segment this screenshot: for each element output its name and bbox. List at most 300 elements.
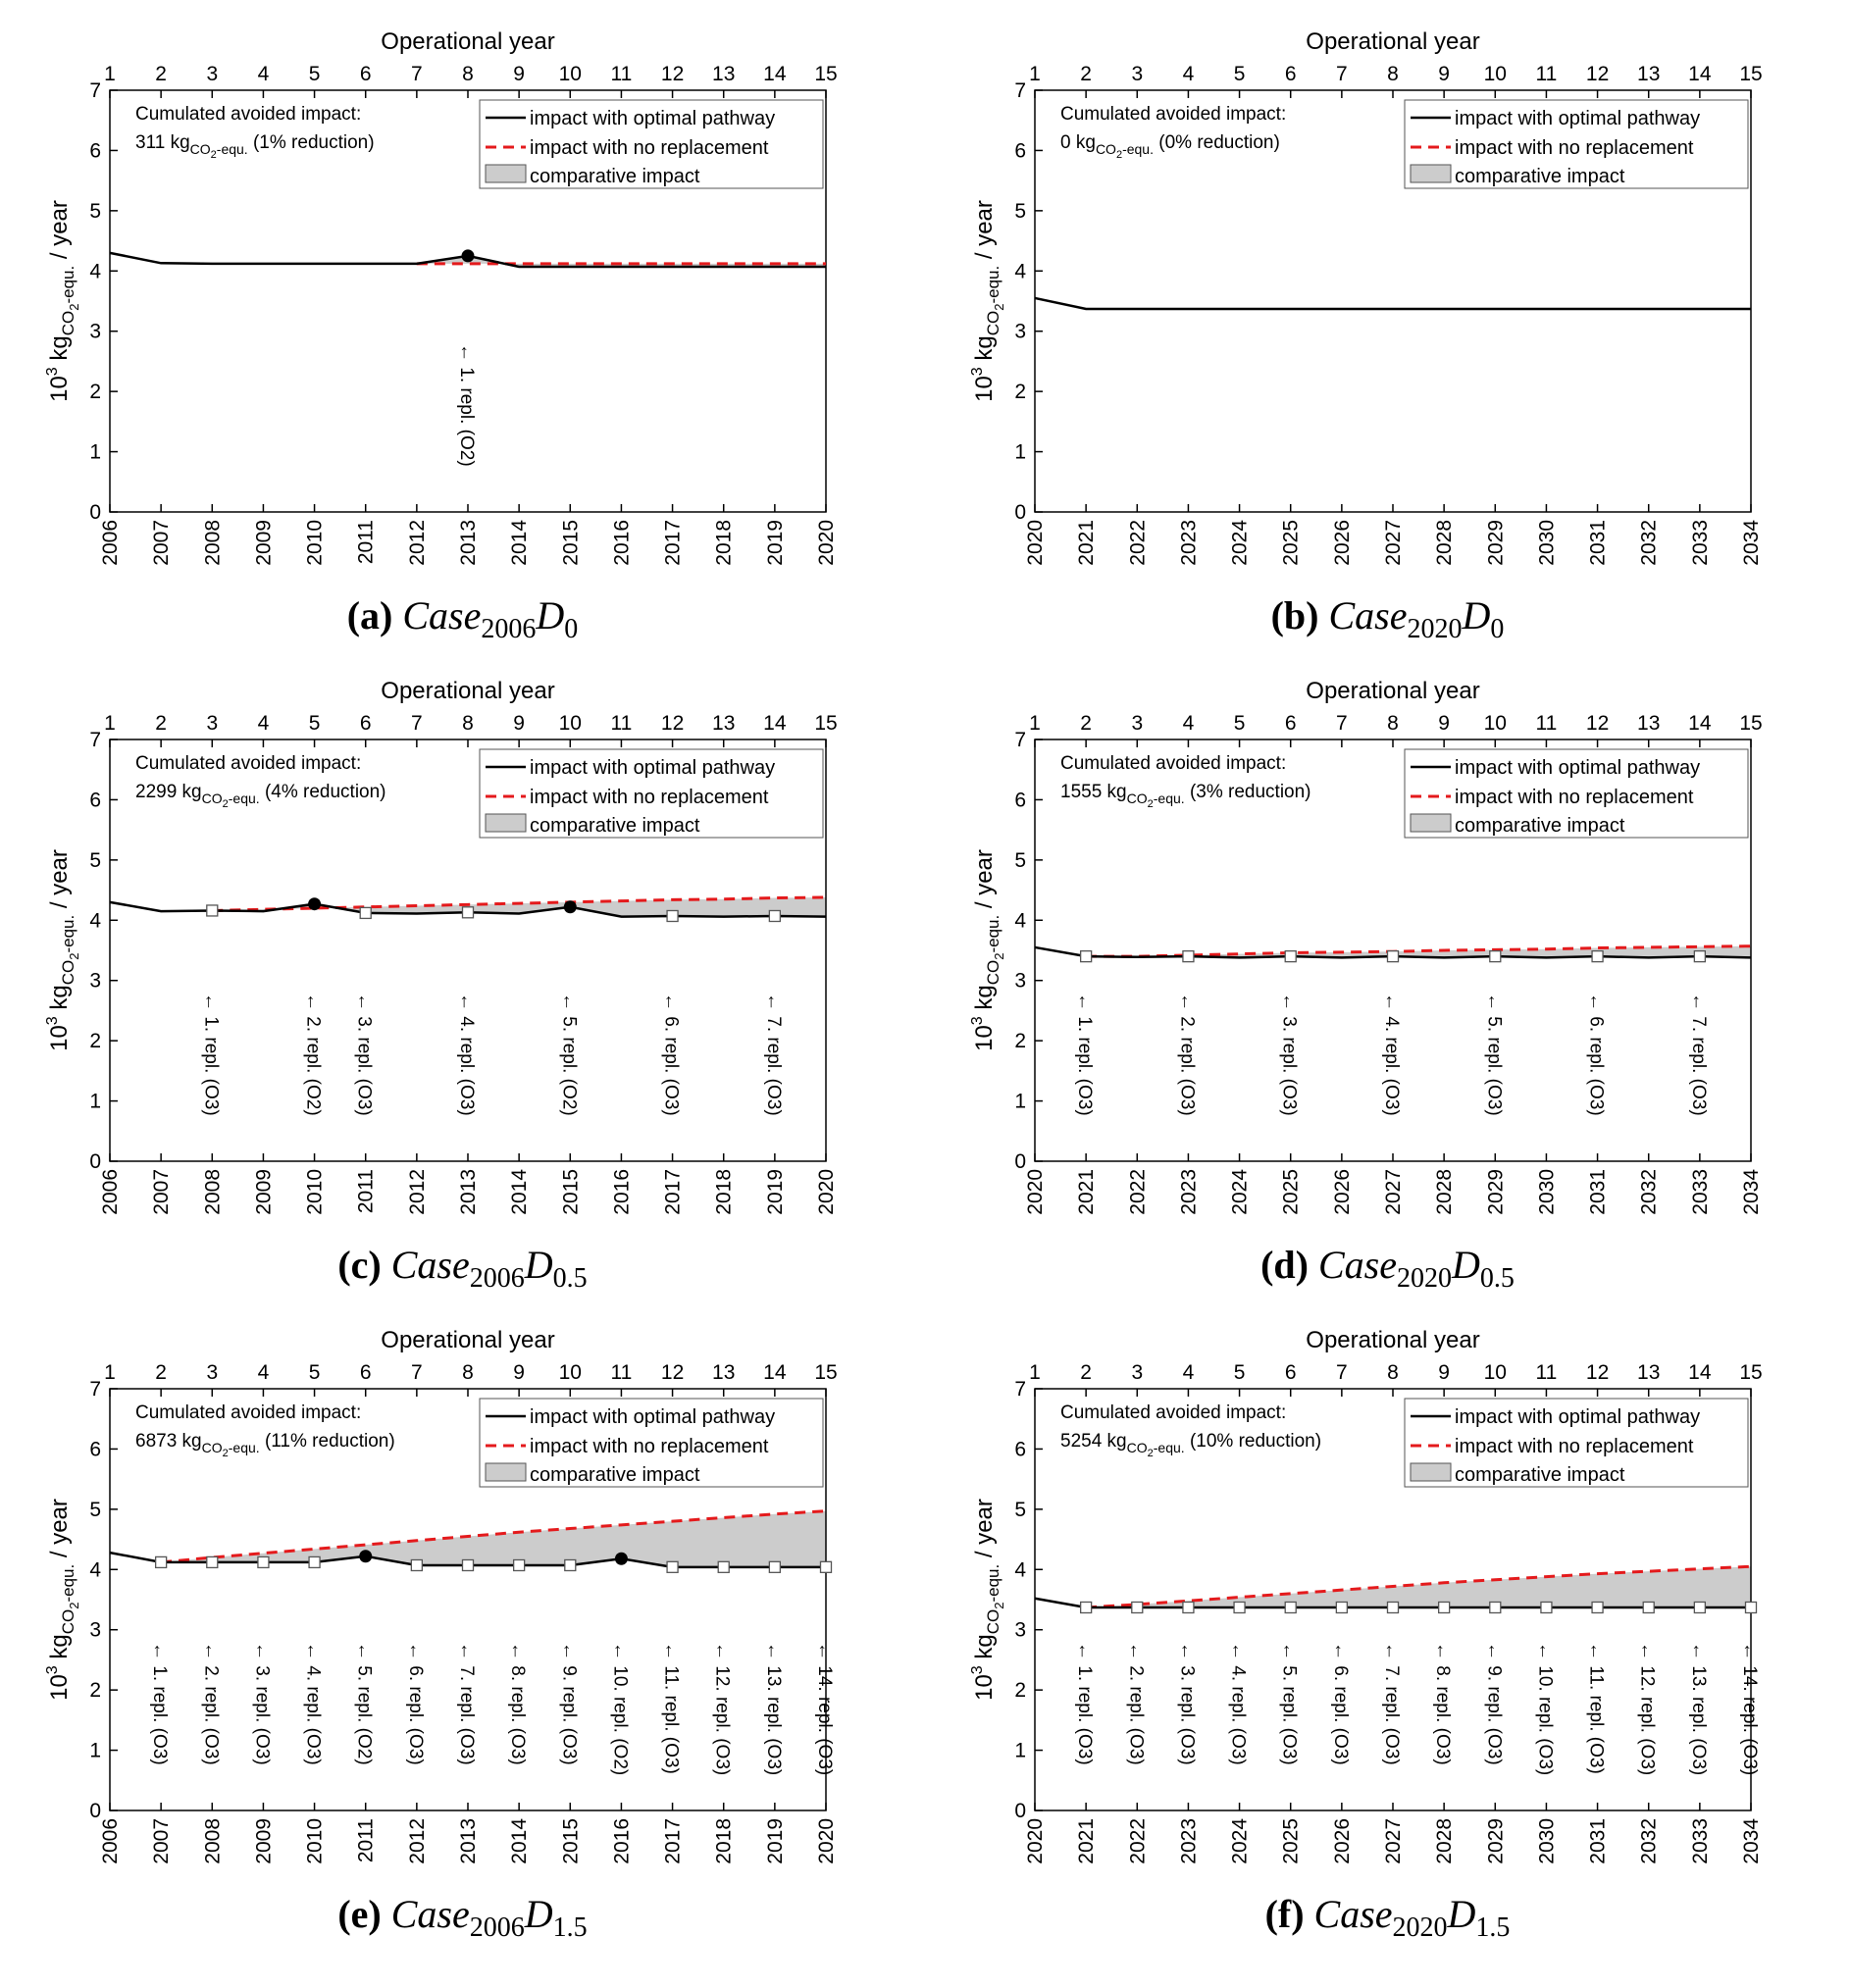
y-tick-label: 2 — [89, 381, 101, 404]
x-tick-label: 2032 — [1637, 1169, 1661, 1215]
y-tick-label: 1 — [1014, 440, 1026, 464]
replacement-label: ← 5. repl. (O3) — [1483, 993, 1505, 1116]
y-tick-label: 6 — [1014, 139, 1026, 163]
y-tick-label: 7 — [89, 1378, 101, 1401]
x-top-tick-label: 12 — [660, 1361, 685, 1384]
x-tick-label: 2026 — [1330, 1818, 1354, 1864]
replacement-label: ← 6. repl. (O3) — [1585, 993, 1607, 1116]
y-axis-sub2: 2 — [67, 952, 81, 960]
x-tick-label: 2021 — [1075, 1169, 1099, 1215]
x-tick-label: 2020 — [1024, 1169, 1047, 1215]
x-tick-label: 2028 — [1433, 1169, 1457, 1215]
x-top-tick-label: 14 — [763, 63, 787, 85]
x-tick-label: 2011 — [354, 520, 378, 565]
x-tick-label: 2015 — [559, 520, 583, 566]
y-tick-label: 3 — [1014, 969, 1026, 993]
x-tick-label: 2016 — [610, 520, 634, 566]
avoided-unit: kg — [181, 782, 202, 802]
x-tick-label: 2027 — [1382, 1169, 1405, 1215]
replacement-label: ← 8. repl. (O3) — [1432, 1642, 1454, 1765]
y-axis-unit: kg — [46, 985, 73, 1017]
replacement-label: ← 4. repl. (O3) — [1381, 993, 1402, 1116]
caption-case: Case — [390, 1243, 470, 1287]
replacement-label: ← 6. repl. (O3) — [660, 993, 682, 1116]
x-tick-label: 2024 — [1228, 1169, 1252, 1215]
x-tick-label: 2012 — [405, 1818, 429, 1864]
caption-c — [0, 1238, 925, 1297]
caption-case-sub: 2020 — [1397, 1263, 1452, 1294]
x-top-tick-label: 9 — [1438, 63, 1450, 85]
y-tick-label: 1 — [1014, 1739, 1026, 1762]
y-tick-label: 1 — [89, 1090, 101, 1113]
x-tick-label: 2015 — [559, 1169, 583, 1215]
y-tick-label: 0 — [1014, 1150, 1026, 1173]
caption-case: Case — [390, 1892, 470, 1936]
replacement-label: ← 11. repl. (O3) — [660, 1642, 682, 1774]
avoided-value — [1060, 132, 1280, 161]
caption-d: D — [1447, 1892, 1476, 1936]
marker-o2 — [564, 900, 577, 913]
marker-o3 — [156, 1556, 167, 1567]
marker-o2 — [359, 1550, 372, 1562]
x-top-tick-label: 14 — [1688, 63, 1712, 85]
x-top-tick-label: 4 — [257, 1361, 270, 1384]
replacement-label: ← 14. repl. (O3) — [1739, 1642, 1760, 1776]
legend-label-no-replacement: impact with no replacement — [530, 1436, 769, 1457]
x-top-tick-label: 9 — [513, 712, 525, 735]
chart-b — [925, 0, 1850, 588]
x-top-tick-label: 4 — [257, 63, 270, 85]
y-axis-base: 10 — [971, 376, 998, 402]
replacement-label: ← 10. repl. (O2) — [609, 1642, 631, 1776]
y-axis-exp: 3 — [969, 1016, 986, 1026]
marker-o3 — [411, 1559, 422, 1570]
x-top-tick-label: 8 — [462, 63, 474, 85]
x-top-tick-label: 3 — [1131, 712, 1144, 735]
x-tick-label: 2033 — [1688, 520, 1712, 566]
x-tick-label: 2031 — [1586, 520, 1610, 566]
avoided-value — [135, 132, 375, 161]
avoided-unit-sub: CO — [1126, 1440, 1148, 1455]
x-tick-label: 2019 — [763, 1818, 787, 1864]
avoided-number: 311 — [135, 132, 171, 153]
x-top-tick-label: 2 — [155, 712, 167, 735]
x-tick-label: 2017 — [661, 1818, 685, 1864]
y-axis-sub: CO — [984, 1608, 1002, 1635]
caption-case-sub: 2006 — [469, 1912, 525, 1943]
x-top-tick-label: 10 — [1483, 63, 1507, 85]
replacement-label: ← 3. repl. (O3) — [353, 993, 375, 1116]
y-axis-unit: kg — [46, 1634, 73, 1666]
avoided-value — [1060, 782, 1311, 810]
y-axis-sub2: 2 — [67, 1602, 81, 1609]
replacement-label: ← 14. repl. (O3) — [814, 1642, 835, 1776]
y-tick-label: 6 — [89, 139, 101, 163]
y-tick-label: 7 — [89, 79, 101, 102]
replacement-label: ← 13. repl. (O3) — [1687, 1642, 1709, 1776]
y-axis-base: 10 — [971, 1025, 998, 1051]
x-tick-label: 2023 — [1177, 1169, 1201, 1215]
marker-o3 — [565, 1559, 576, 1570]
y-tick-label: 0 — [89, 1800, 101, 1822]
marker-o3 — [769, 1561, 780, 1572]
x-tick-label: 2013 — [457, 1818, 480, 1864]
y-axis-tail: / year — [46, 1499, 73, 1564]
y-axis-title — [969, 1499, 1006, 1701]
replacement-label: ← 5. repl. (O2) — [353, 1642, 375, 1765]
avoided-unit-sub-rest: -equ. — [228, 1440, 260, 1455]
marker-o2 — [615, 1553, 628, 1565]
x-tick-label: 2031 — [1586, 1169, 1610, 1215]
caption-f — [925, 1887, 1850, 1946]
chart-d — [925, 649, 1850, 1238]
x-tick-label: 2012 — [405, 520, 429, 566]
y-axis-sub-rest: -equ. — [984, 914, 1002, 953]
y-axis-base: 10 — [971, 1674, 998, 1701]
marker-o3 — [1388, 951, 1399, 962]
x-top-tick-label: 5 — [308, 63, 321, 85]
marker-o3 — [1490, 951, 1501, 962]
avoided-unit: kg — [170, 132, 190, 153]
replacement-label: ← 2. repl. (O2) — [302, 993, 324, 1116]
x-tick-label: 2029 — [1484, 1169, 1508, 1215]
x-top-tick-label: 9 — [513, 1361, 525, 1384]
replacement-label: ← 7. repl. (O3) — [1687, 993, 1709, 1116]
legend-swatch-comparative — [1411, 165, 1451, 182]
replacement-label: ← 12. repl. (O3) — [1636, 1642, 1658, 1776]
x-tick-label: 2030 — [1535, 520, 1559, 566]
caption-label: (a) — [346, 593, 393, 637]
x-top-tick-label: 15 — [814, 63, 838, 85]
x-tick-label: 2012 — [405, 1169, 429, 1215]
panel-d — [925, 649, 1850, 1297]
avoided-number: 6873 — [135, 1431, 182, 1452]
x-tick-label: 2007 — [150, 1818, 174, 1864]
marker-o2 — [308, 897, 321, 910]
optimal-pathway-line — [1035, 298, 1751, 309]
x-top-tick-label: 9 — [1438, 712, 1450, 735]
marker-o3 — [1592, 1602, 1603, 1612]
x-tick-label: 2009 — [252, 520, 276, 566]
replacement-label: ← 11. repl. (O3) — [1585, 1642, 1607, 1774]
replacement-label: ← 12. repl. (O3) — [711, 1642, 733, 1776]
y-tick-label: 3 — [1014, 1618, 1026, 1642]
x-tick-label: 2020 — [815, 1169, 838, 1215]
caption-label: (e) — [337, 1892, 382, 1936]
chart-f — [925, 1299, 1850, 1887]
replacement-label: ← 1. repl. (O2) — [456, 343, 477, 467]
panel-f — [925, 1299, 1850, 1946]
x-tick-label: 2026 — [1330, 1169, 1354, 1215]
avoided-unit-sub-rest: -equ. — [228, 790, 260, 806]
x-top-tick-label: 6 — [1284, 63, 1297, 85]
legend-label-optimal: impact with optimal pathway — [1455, 757, 1701, 779]
x-tick-label: 2024 — [1228, 520, 1252, 566]
avoided-title: Cumulated avoided impact: — [135, 753, 362, 774]
x-top-tick-label: 7 — [1336, 1361, 1348, 1384]
x-top-tick-label: 2 — [155, 63, 167, 85]
x-top-tick-label: 1 — [1029, 63, 1041, 85]
top-axis-title: Operational year — [381, 28, 555, 55]
x-top-tick-label: 12 — [660, 63, 685, 85]
avoided-title: Cumulated avoided impact: — [135, 1402, 362, 1423]
y-tick-label: 3 — [1014, 320, 1026, 343]
top-axis-title: Operational year — [1306, 1327, 1480, 1353]
x-tick-label: 2021 — [1075, 1818, 1099, 1864]
y-axis-title — [44, 849, 81, 1051]
marker-o3 — [207, 905, 218, 916]
x-tick-label: 2020 — [1024, 1818, 1047, 1864]
x-top-tick-label: 10 — [1483, 1361, 1507, 1384]
replacement-label: ← 5. repl. (O2) — [558, 993, 580, 1116]
x-top-tick-label: 3 — [206, 63, 219, 85]
y-axis-sub: CO — [59, 1608, 77, 1635]
x-top-tick-label: 9 — [513, 63, 525, 85]
x-top-tick-label: 5 — [1233, 63, 1246, 85]
legend-label-comparative: comparative impact — [530, 166, 700, 187]
x-top-tick-label: 14 — [1688, 1361, 1712, 1384]
replacement-label: ← 9. repl. (O3) — [1483, 1642, 1505, 1765]
x-tick-label: 2027 — [1382, 1818, 1405, 1864]
y-axis-base: 10 — [46, 1025, 73, 1051]
marker-o3 — [309, 1556, 320, 1567]
x-top-tick-label: 4 — [1182, 712, 1195, 735]
avoided-unit-sub: CO — [189, 141, 211, 157]
x-top-tick-label: 4 — [1182, 1361, 1195, 1384]
x-top-tick-label: 11 — [610, 63, 633, 85]
caption-case: Case — [402, 593, 482, 637]
legend-label-no-replacement: impact with no replacement — [1455, 1436, 1694, 1457]
marker-o3 — [1285, 951, 1296, 962]
x-top-tick-label: 7 — [411, 1361, 423, 1384]
caption-case: Case — [1313, 1892, 1393, 1936]
x-tick-label: 2033 — [1688, 1818, 1712, 1864]
marker-o3 — [718, 1561, 729, 1572]
x-tick-label: 2028 — [1433, 520, 1457, 566]
avoided-title: Cumulated avoided impact: — [1060, 753, 1287, 774]
x-top-tick-label: 3 — [1131, 1361, 1144, 1384]
x-top-tick-label: 11 — [1535, 63, 1558, 85]
caption-label: (b) — [1270, 593, 1319, 637]
y-axis-sub2: 2 — [992, 1602, 1006, 1609]
x-tick-label: 2025 — [1279, 520, 1303, 566]
x-tick-label: 2011 — [354, 1169, 378, 1214]
replacement-label: ← 1. repl. (O3) — [149, 1642, 171, 1765]
avoided-reduction: (0% reduction) — [1153, 132, 1280, 153]
avoided-unit-sub: CO — [1095, 141, 1116, 157]
legend-label-comparative: comparative impact — [530, 815, 700, 837]
caption-d-sub: 0 — [564, 614, 579, 644]
x-top-tick-label: 11 — [1535, 712, 1558, 735]
x-tick-label: 2020 — [815, 1818, 838, 1864]
x-tick-label: 2007 — [150, 1169, 174, 1215]
x-top-tick-label: 1 — [104, 712, 116, 735]
x-tick-label: 2009 — [252, 1818, 276, 1864]
x-top-tick-label: 15 — [1739, 1361, 1763, 1384]
top-axis-title: Operational year — [381, 678, 555, 704]
caption-d: D — [1452, 1243, 1480, 1287]
x-tick-label: 2017 — [661, 520, 685, 566]
caption-case-sub: 2020 — [1392, 1912, 1448, 1943]
y-tick-label: 1 — [1014, 1090, 1026, 1113]
y-axis-unit: kg — [971, 1634, 998, 1666]
x-tick-label: 2006 — [99, 520, 122, 566]
marker-o3 — [1183, 1602, 1194, 1612]
x-top-tick-label: 6 — [359, 63, 372, 85]
replacement-label: ← 4. repl. (O3) — [456, 993, 477, 1116]
legend-label-optimal: impact with optimal pathway — [530, 108, 776, 129]
x-top-tick-label: 8 — [1387, 1361, 1399, 1384]
x-tick-label: 2014 — [508, 1169, 532, 1215]
y-axis-tail: / year — [46, 200, 73, 266]
marker-o3 — [1285, 1602, 1296, 1612]
x-top-tick-label: 4 — [257, 712, 270, 735]
legend-label-optimal: impact with optimal pathway — [530, 757, 776, 779]
caption-d-sub: 0 — [1490, 614, 1505, 644]
x-tick-label: 2034 — [1740, 1818, 1763, 1864]
x-tick-label: 2008 — [201, 1818, 225, 1864]
avoided-unit: kg — [1106, 1431, 1127, 1452]
y-tick-label: 5 — [1014, 199, 1026, 223]
marker-o3 — [821, 1561, 832, 1572]
x-top-tick-label: 12 — [660, 712, 685, 735]
replacement-label: ← 2. repl. (O3) — [200, 1642, 222, 1765]
x-top-tick-label: 12 — [1585, 712, 1610, 735]
legend-label-comparative: comparative impact — [1455, 166, 1625, 187]
caption-d-sub: 0.5 — [552, 1263, 588, 1294]
y-tick-label: 1 — [89, 1739, 101, 1762]
y-tick-label: 7 — [1014, 729, 1026, 751]
replacement-label: ← 2. repl. (O3) — [1176, 993, 1198, 1116]
y-tick-label: 4 — [1014, 909, 1026, 933]
y-tick-label: 7 — [89, 729, 101, 751]
y-tick-label: 6 — [1014, 789, 1026, 812]
caption-label: (c) — [337, 1243, 382, 1287]
y-axis-sub: CO — [984, 310, 1002, 336]
x-top-tick-label: 12 — [1585, 63, 1610, 85]
avoided-unit-sub-rest: -equ. — [216, 141, 248, 157]
legend-label-no-replacement: impact with no replacement — [1455, 137, 1694, 159]
replacement-label: ← 10. repl. (O3) — [1534, 1642, 1556, 1776]
avoided-unit-sub-rest: -equ. — [1153, 790, 1185, 806]
avoided-unit: kg — [1075, 132, 1096, 153]
y-tick-label: 3 — [89, 969, 101, 993]
x-tick-label: 2008 — [201, 1169, 225, 1215]
x-top-tick-label: 3 — [1131, 63, 1144, 85]
avoided-unit-sub2: 2 — [222, 798, 229, 810]
x-top-tick-label: 1 — [1029, 1361, 1041, 1384]
panel-b — [925, 0, 1850, 647]
y-tick-label: 7 — [1014, 1378, 1026, 1401]
y-axis-sub-rest: -equ. — [984, 265, 1002, 304]
x-top-tick-label: 9 — [1438, 1361, 1450, 1384]
marker-o3 — [667, 1561, 678, 1572]
replacement-label: ← 6. repl. (O3) — [1329, 1642, 1351, 1765]
legend-label-optimal: impact with optimal pathway — [1455, 108, 1701, 129]
marker-o3 — [1183, 951, 1194, 962]
x-top-tick-label: 12 — [1585, 1361, 1610, 1384]
replacement-label: ← 4. repl. (O3) — [1227, 1642, 1249, 1765]
replacement-label: ← 7. repl. (O3) — [456, 1642, 477, 1765]
avoided-unit-sub2: 2 — [222, 1448, 229, 1459]
marker-o3 — [514, 1559, 525, 1570]
y-tick-label: 5 — [1014, 1498, 1026, 1521]
avoided-unit-sub2: 2 — [1147, 798, 1154, 810]
y-axis-sub: CO — [984, 959, 1002, 986]
legend-label-no-replacement: impact with no replacement — [530, 137, 769, 159]
x-top-tick-label: 13 — [1637, 63, 1661, 85]
avoided-reduction: (3% reduction) — [1184, 782, 1311, 802]
legend-label-no-replacement: impact with no replacement — [530, 787, 769, 808]
x-top-tick-label: 13 — [1637, 1361, 1661, 1384]
x-top-tick-label: 5 — [1233, 712, 1246, 735]
caption-d-sub: 1.5 — [1475, 1912, 1511, 1943]
marker-o3 — [667, 910, 678, 921]
x-top-tick-label: 10 — [558, 712, 582, 735]
y-axis-tail: / year — [971, 849, 998, 915]
avoided-unit-sub2: 2 — [1147, 1448, 1154, 1459]
y-axis-sub: CO — [59, 310, 77, 336]
y-axis-title — [44, 1499, 81, 1701]
replacement-label: ← 13. repl. (O3) — [762, 1642, 784, 1776]
marker-o3 — [463, 1559, 474, 1570]
x-top-tick-label: 7 — [411, 712, 423, 735]
y-tick-label: 7 — [1014, 79, 1026, 102]
x-tick-label: 2014 — [508, 520, 532, 566]
y-tick-label: 1 — [89, 440, 101, 464]
x-tick-label: 2022 — [1126, 1169, 1150, 1215]
avoided-unit-sub: CO — [201, 1440, 223, 1455]
x-tick-label: 2017 — [661, 1169, 685, 1215]
x-top-tick-label: 3 — [206, 1361, 219, 1384]
marker-o2 — [462, 249, 475, 262]
x-top-tick-label: 5 — [308, 1361, 321, 1384]
x-tick-label: 2010 — [303, 520, 327, 566]
y-axis-base: 10 — [46, 1674, 73, 1701]
x-tick-label: 2027 — [1382, 520, 1405, 566]
x-tick-label: 2016 — [610, 1818, 634, 1864]
marker-o3 — [1336, 1602, 1347, 1612]
marker-o3 — [463, 907, 474, 918]
x-tick-label: 2029 — [1484, 1818, 1508, 1864]
y-axis-tail: / year — [971, 1499, 998, 1564]
caption-d: D — [524, 1892, 553, 1936]
marker-o3 — [360, 907, 371, 918]
x-top-tick-label: 8 — [1387, 712, 1399, 735]
x-top-tick-label: 11 — [610, 712, 633, 735]
x-tick-label: 2007 — [150, 520, 174, 566]
caption-label: (f) — [1264, 1892, 1305, 1936]
marker-o3 — [1694, 1602, 1705, 1612]
y-tick-label: 3 — [89, 320, 101, 343]
x-tick-label: 2034 — [1740, 1169, 1763, 1215]
y-axis-tail: / year — [971, 200, 998, 266]
x-tick-label: 2028 — [1433, 1818, 1457, 1864]
y-tick-label: 4 — [1014, 260, 1026, 283]
replacement-label: ← 2. repl. (O3) — [1125, 1642, 1147, 1765]
x-top-tick-label: 8 — [462, 712, 474, 735]
y-axis-sub-rest: -equ. — [59, 914, 77, 953]
x-top-tick-label: 2 — [1080, 63, 1092, 85]
y-tick-label: 0 — [1014, 501, 1026, 524]
chart-c — [0, 649, 925, 1238]
y-axis-unit: kg — [46, 335, 73, 368]
x-top-tick-label: 15 — [814, 1361, 838, 1384]
x-top-tick-label: 1 — [104, 1361, 116, 1384]
avoided-reduction: (4% reduction) — [259, 782, 386, 802]
x-tick-label: 2013 — [457, 1169, 480, 1215]
y-axis-title — [969, 200, 1006, 402]
